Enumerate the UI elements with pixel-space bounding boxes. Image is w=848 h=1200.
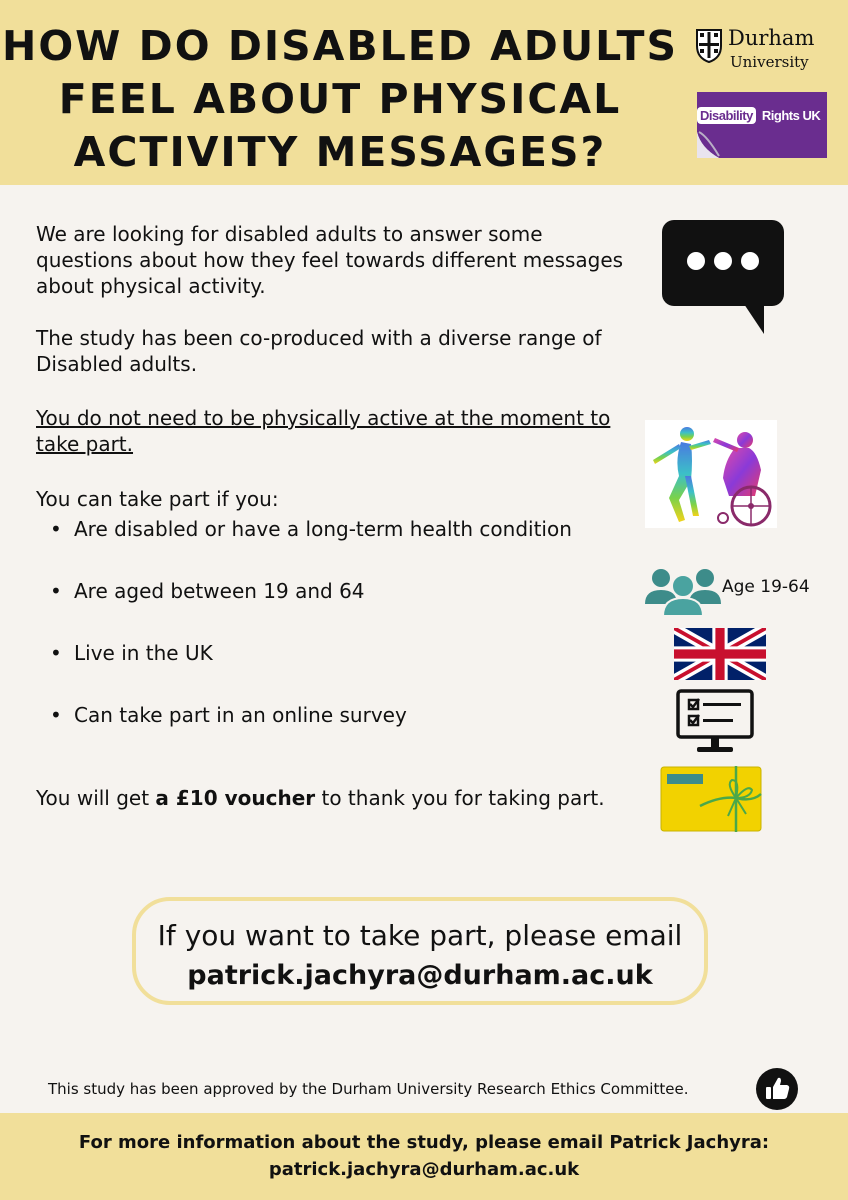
dr-part2: Rights UK — [761, 108, 821, 123]
intro-paragraph: We are looking for disabled adults to answer some questions about how they feel towards different messages about physical activity. — [36, 222, 624, 298]
durham-logo-name: Durham — [728, 26, 815, 50]
people-group-icon — [645, 566, 721, 616]
disability-rights-uk-logo — [697, 92, 827, 158]
title-line-2: FEEL ABOUT PHYSICAL — [58, 75, 622, 123]
title-line-3: ACTIVITY MESSAGES? — [73, 128, 607, 176]
voucher-pre: You will get — [36, 786, 156, 810]
cta-email-link[interactable]: patrick.jachyra@durham.ac.uk — [187, 960, 653, 991]
thumbs-up-icon — [756, 1068, 798, 1110]
age-range-label: Age 19-64 — [722, 577, 810, 597]
bullet-text: Can take part in an online survey — [74, 703, 407, 727]
disability-rights-text — [697, 108, 820, 123]
footer-info-text: For more information about the study, please email Patrick Jachyra: — [78, 1132, 770, 1153]
speech-bubble-icon — [660, 218, 786, 336]
list-item: • Can take part in an online survey — [50, 703, 407, 727]
footer-email-link[interactable]: patrick.jachyra@durham.ac.uk — [268, 1159, 580, 1180]
cta-box — [132, 897, 708, 1005]
eligibility-heading: You can take part if you: — [36, 487, 279, 511]
list-item: • Are aged between 19 and 64 — [50, 579, 365, 603]
durham-university-logo — [694, 22, 824, 82]
ethics-statement: This study has been approved by the Durham University Research Ethics Committee. — [48, 1080, 689, 1098]
no-activity-note: You do not need to be physically active at the moment to take part. — [36, 406, 611, 456]
gift-voucher-icon — [660, 766, 762, 832]
list-item: • Live in the UK — [50, 641, 213, 665]
footer-banner — [0, 1113, 848, 1200]
list-item: • Are disabled or have a long-term health condition — [50, 517, 572, 541]
checklist-monitor-icon — [675, 688, 755, 756]
durham-crest-icon — [694, 24, 724, 64]
bullet-text: Are disabled or have a long-term health condition — [74, 517, 572, 541]
coproduced-paragraph: The study has been co-produced with a diverse range of Disabled adults. — [36, 326, 602, 376]
voucher-amount: a £10 voucher — [155, 786, 316, 810]
voucher-line — [36, 785, 605, 811]
header-banner — [0, 0, 848, 185]
bullet-text: Live in the UK — [74, 641, 213, 665]
dancers-illustration — [645, 420, 777, 528]
durham-logo-sub: University — [730, 53, 809, 71]
uk-flag-icon — [674, 628, 766, 680]
dr-part1: Disability — [697, 107, 756, 124]
cta-text: If you want to take part, please email — [157, 919, 683, 952]
voucher-post: to thank you for taking part. — [315, 786, 605, 810]
disability-rights-logo-bg — [697, 92, 827, 158]
bullet-text: Are aged between 19 and 64 — [74, 579, 365, 603]
page-title — [0, 20, 680, 179]
title-line-1: HOW DO DISABLED ADULTS — [2, 22, 678, 70]
